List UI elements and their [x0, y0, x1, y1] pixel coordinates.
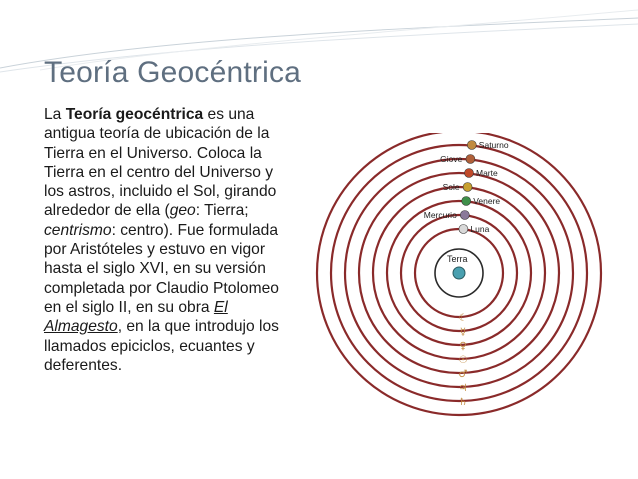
text-segment: : centro). Fue formulada por Aristóteles y estuvo en vigor hasta el siglo XVI, en su versión completada por Claudio Ptolomeo en el siglo II, en su obra — [44, 221, 279, 316]
italic-term-geo: geo — [169, 202, 196, 220]
planet-symbol-icon: ♄ — [458, 397, 468, 408]
slide-title: Teoría Geocéntrica — [44, 56, 302, 89]
geocentric-diagram — [311, 133, 611, 433]
body-paragraph — [44, 105, 290, 375]
planet-label: Marte — [476, 168, 498, 178]
planet-label: Giove — [440, 154, 463, 164]
bold-term: Teoría geocéntrica — [65, 106, 204, 123]
planet-symbol-icon: ☉ — [458, 355, 468, 366]
planet-marker — [459, 225, 468, 234]
planet-marker — [467, 141, 476, 150]
planet-marker — [466, 155, 475, 164]
center-label: Terra — [447, 254, 468, 264]
planet-symbol-icon: ♃ — [458, 383, 468, 394]
planet-symbol-icon: ☿ — [459, 327, 467, 338]
planet-symbols — [459, 313, 468, 408]
planet-marker — [460, 211, 469, 220]
planet-marker — [463, 183, 472, 192]
planet-symbol-icon: ♂ — [458, 369, 468, 380]
planet-label: Venere — [473, 196, 501, 206]
italic-term-centrismo: centrismo — [44, 221, 112, 239]
planet-label: Sole — [442, 182, 460, 192]
almagesto-link[interactable]: El Almagesto — [44, 298, 228, 336]
text-segment: La — [44, 106, 66, 123]
planet-marker — [462, 197, 471, 206]
earth-icon — [453, 267, 465, 279]
text-segment: , en la que introdujo los llamados epiciclos, ecuantes y deferentes. — [44, 318, 279, 374]
planet-label: Saturno — [478, 140, 509, 150]
planet-label: Luna — [470, 224, 490, 234]
planet-marker — [465, 169, 474, 178]
planet-symbol-icon: ☾ — [458, 313, 468, 324]
text-segment: : Tierra; — [195, 202, 249, 220]
planet-symbol-icon: ♀ — [459, 341, 467, 352]
text-segment: es una antigua teoría de ubicación de la Tierra en el Universo. Coloca la Tierra en el centro del Universo y los astros, incluido el Sol, girando alrededor de ella ( — [44, 106, 277, 220]
planet-label: Mercurio — [423, 210, 457, 220]
